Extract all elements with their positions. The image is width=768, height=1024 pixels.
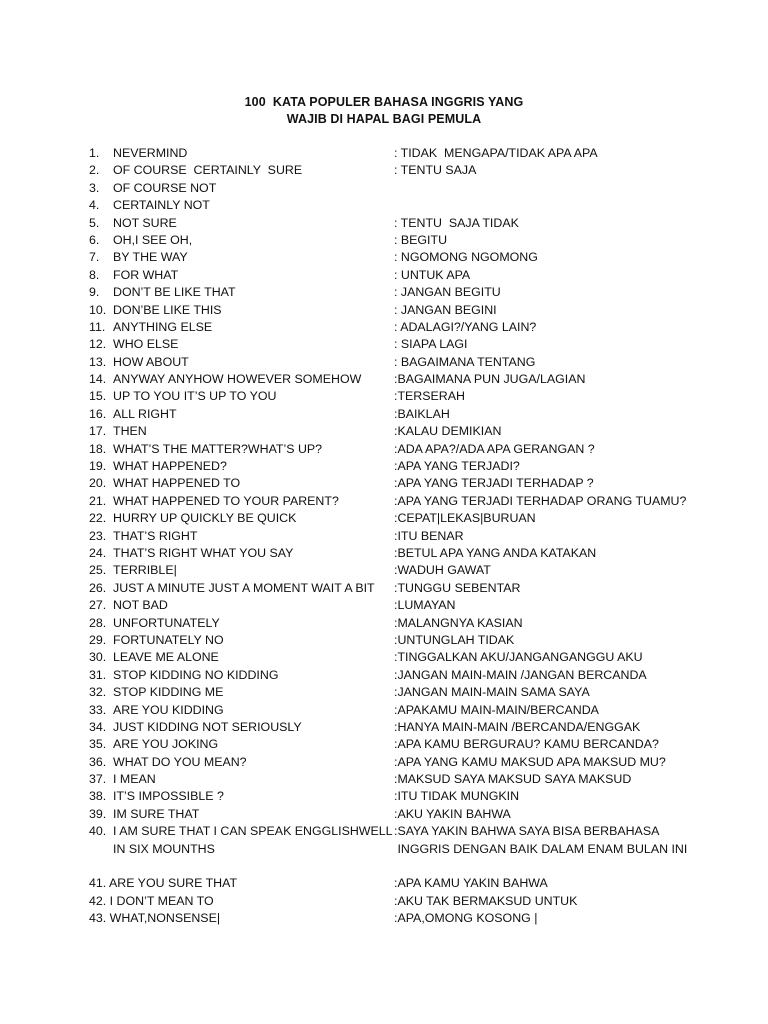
- item-number: 4.: [89, 198, 100, 213]
- list-item: [0, 667, 768, 684]
- list-item: [0, 580, 768, 597]
- english-phrase: TERRIBLE|: [113, 563, 177, 578]
- list-item: [0, 302, 768, 319]
- english-phrase: IM SURE THAT: [113, 806, 200, 821]
- indonesian-meaning: :KALAU DEMIKIAN: [394, 424, 502, 439]
- indonesian-meaning: : SIAPA LAGI: [394, 337, 468, 352]
- list-item: [0, 423, 768, 440]
- indonesian-meaning: :LUMAYAN: [394, 598, 456, 613]
- english-phrase: CERTAINLY NOT: [113, 198, 210, 213]
- list-item: [0, 180, 768, 197]
- indonesian-meaning: : BEGITU: [394, 232, 448, 247]
- indonesian-meaning: :ITU BENAR: [394, 528, 464, 543]
- item-number: 23.: [89, 528, 107, 543]
- list-item: [0, 249, 768, 266]
- list-item: [0, 806, 768, 823]
- list-item: [0, 458, 768, 475]
- list-item: [0, 319, 768, 336]
- list-item: [0, 232, 768, 249]
- item-number: 30.: [89, 650, 107, 665]
- item-number: 38.: [89, 789, 107, 804]
- english-phrase: WHO ELSE: [113, 337, 179, 352]
- indonesian-meaning: :JANGAN MAIN-MAIN /JANGAN BERCANDA: [394, 667, 647, 682]
- item-number: 37.: [89, 772, 107, 787]
- list-item: [0, 162, 768, 179]
- english-phrase: I AM SURE THAT I CAN SPEAK ENGGLISHWELL: [113, 824, 393, 839]
- indonesian-meaning: : TIDAK MENGAPA/TIDAK APA APA: [394, 146, 598, 160]
- english-phrase: WHAT HAPPENED TO: [113, 476, 241, 491]
- list-item: [0, 632, 768, 649]
- item-number: 18.: [89, 441, 107, 456]
- english-phrase: LEAVE ME ALONE: [113, 650, 219, 665]
- indonesian-meaning: :MAKSUD SAYA MAKSUD SAYA MAKSUD: [394, 772, 632, 787]
- english-phrase: STOP KIDDING NO KIDDING: [113, 667, 279, 682]
- english-phrase: JUST KIDDING NOT SERIOUSLY: [113, 719, 302, 734]
- english-phrase: ARE YOU KIDDING: [113, 702, 224, 717]
- indonesian-meaning: :BAIKLAH: [394, 406, 450, 421]
- list-item: [0, 145, 768, 162]
- indonesian-meaning: :APA,OMONG KOSONG |: [394, 911, 538, 926]
- list-item: [0, 197, 768, 214]
- item-number: 7.: [89, 250, 100, 265]
- english-phrase: HOW ABOUT: [113, 354, 189, 369]
- indonesian-meaning: :SAYA YAKIN BAHWA SAYA BISA BERBAHASA: [394, 824, 660, 839]
- item-number: 34.: [89, 719, 107, 734]
- indonesian-meaning: :APAKAMU MAIN-MAIN/BERCANDA: [394, 702, 599, 717]
- list-item: [0, 754, 768, 771]
- indonesian-meaning: :ITU TIDAK MUNGKIN: [394, 789, 520, 804]
- list-item: [0, 615, 768, 632]
- english-phrase: THAT’S RIGHT: [113, 528, 198, 543]
- item-number: 22.: [89, 511, 107, 526]
- english-phrase: 42. I DON’T MEAN TO: [89, 893, 214, 908]
- indonesian-meaning: :APA KAMU BERGURAU? KAMU BERCANDA?: [394, 737, 659, 752]
- item-number: 33.: [89, 702, 107, 717]
- indonesian-meaning: :TERSERAH: [394, 389, 465, 404]
- item-number: 9.: [89, 285, 100, 300]
- indonesian-meaning: INGGRIS DENGAN BAIK DALAM ENAM BULAN INI: [394, 841, 688, 856]
- indonesian-meaning: :MALANGNYA KASIAN: [394, 615, 523, 630]
- english-phrase: OF COURSE NOT: [113, 180, 217, 195]
- item-number: 36.: [89, 754, 107, 769]
- indonesian-meaning: :TUNGGU SEBENTAR: [394, 580, 521, 595]
- english-phrase: UP TO YOU IT’S UP TO YOU: [113, 389, 277, 404]
- item-number: 24.: [89, 545, 107, 560]
- indonesian-meaning: : TENTU SAJA TIDAK: [394, 215, 519, 230]
- list-item: [0, 684, 768, 701]
- indonesian-meaning: :CEPAT|LEKAS|BURUAN: [394, 511, 536, 526]
- list-item: [0, 562, 768, 579]
- english-phrase: WHAT’S THE MATTER?WHAT’S UP?: [113, 441, 323, 456]
- english-phrase: WHAT DO YOU MEAN?: [113, 754, 247, 769]
- list-item: [0, 771, 768, 788]
- indonesian-meaning: : UNTUK APA: [394, 267, 471, 282]
- spacer: [0, 858, 768, 875]
- english-phrase: ALL RIGHT: [113, 406, 177, 421]
- english-phrase: NOT BAD: [113, 598, 168, 613]
- english-phrase: STOP KIDDING ME: [113, 685, 224, 700]
- english-phrase: DON’BE LIKE THIS: [113, 302, 222, 317]
- item-number: 16.: [89, 406, 107, 421]
- indonesian-meaning: : NGOMONG NGOMONG: [394, 250, 538, 265]
- english-phrase: ANYWAY ANYHOW HOWEVER SOMEHOW: [113, 372, 362, 387]
- list-item: [0, 528, 768, 545]
- english-phrase: OF COURSE CERTAINLY SURE: [113, 163, 303, 178]
- list-item: [0, 371, 768, 388]
- english-phrase: FORTUNATELY NO: [113, 632, 224, 647]
- english-phrase: ARE YOU JOKING: [113, 737, 219, 752]
- item-number: 17.: [89, 424, 107, 439]
- item-number: 39.: [89, 806, 107, 821]
- indonesian-meaning: :BAGAIMANA PUN JUGA/LAGIAN: [394, 372, 586, 387]
- english-phrase: JUST A MINUTE JUST A MOMENT WAIT A BIT: [113, 580, 375, 595]
- list-item: [0, 493, 768, 510]
- list-item: [0, 910, 768, 927]
- item-number: 1.: [89, 146, 100, 160]
- list-item: [0, 336, 768, 353]
- english-phrase: IT’S IMPOSSIBLE ?: [113, 789, 224, 804]
- list-item: [0, 649, 768, 666]
- list-item: [0, 441, 768, 458]
- list-item: [0, 597, 768, 614]
- list-item-continuation: [0, 841, 768, 858]
- item-number: 14.: [89, 372, 107, 387]
- indonesian-meaning: :ADA APA?/ADA APA GERANGAN ?: [394, 441, 595, 456]
- document-title-line-1: 100 KATA POPULER BAHASA INGGRIS YANG: [244, 95, 524, 109]
- english-phrase: FOR WHAT: [113, 267, 179, 282]
- list-item: [0, 893, 768, 910]
- item-number: 29.: [89, 632, 107, 647]
- indonesian-meaning: : JANGAN BEGITU: [394, 285, 501, 300]
- english-phrase: UNFORTUNATELY: [113, 615, 220, 630]
- item-number: 21.: [89, 493, 107, 508]
- item-number: 10.: [89, 302, 107, 317]
- list-item: [0, 823, 768, 840]
- item-number: 6.: [89, 232, 100, 247]
- item-number: 3.: [89, 180, 100, 195]
- list-item: [0, 354, 768, 371]
- english-phrase: I MEAN: [113, 772, 156, 787]
- indonesian-meaning: :BETUL APA YANG ANDA KATAKAN: [394, 545, 597, 560]
- item-number: 8.: [89, 267, 100, 282]
- english-phrase: BY THE WAY: [113, 250, 188, 265]
- indonesian-meaning: :APA YANG TERJADI TERHADAP ORANG TUAMU?: [394, 493, 687, 508]
- item-number: 5.: [89, 215, 100, 230]
- item-number: 35.: [89, 737, 107, 752]
- list-item: [0, 788, 768, 805]
- item-number: 19.: [89, 459, 107, 474]
- list-item: [0, 475, 768, 492]
- english-phrase: OH,I SEE OH,: [113, 232, 193, 247]
- english-phrase: 41. ARE YOU SURE THAT: [89, 876, 238, 891]
- indonesian-meaning: :APA YANG KAMU MAKSUD APA MAKSUD MU?: [394, 754, 666, 769]
- list-item: [0, 545, 768, 562]
- indonesian-meaning: :HANYA MAIN-MAIN /BERCANDA/ENGGAK: [394, 719, 641, 734]
- indonesian-meaning: :UNTUNGLAH TIDAK: [394, 632, 515, 647]
- list-item: [0, 267, 768, 284]
- indonesian-meaning: :AKU YAKIN BAHWA: [394, 806, 511, 821]
- english-phrase: IN SIX MOUNTHS: [113, 841, 215, 856]
- indonesian-meaning: :TINGGALKAN AKU/JANGANGANGGU AKU: [394, 650, 643, 665]
- english-phrase: ANYTHING ELSE: [113, 319, 213, 334]
- english-phrase: NOT SURE: [113, 215, 177, 230]
- indonesian-meaning: :APA KAMU YAKIN BAHWA: [394, 876, 548, 891]
- english-phrase: 43. WHAT,NONSENSE|: [89, 911, 221, 926]
- english-phrase: NEVERMIND: [113, 146, 188, 160]
- item-number: 12.: [89, 337, 107, 352]
- item-number: 31.: [89, 667, 107, 682]
- indonesian-meaning: :APA YANG TERJADI?: [394, 459, 520, 474]
- item-number: 13.: [89, 354, 107, 369]
- english-phrase: HURRY UP QUICKLY BE QUICK: [113, 511, 297, 526]
- list-item: [0, 406, 768, 423]
- item-number: 26.: [89, 580, 107, 595]
- english-phrase: THAT’S RIGHT WHAT YOU SAY: [113, 545, 294, 560]
- english-phrase: WHAT HAPPENED?: [113, 459, 227, 474]
- indonesian-meaning: : BAGAIMANA TENTANG: [394, 354, 536, 369]
- indonesian-meaning: : TENTU SAJA: [394, 163, 477, 178]
- item-number: 40.: [89, 824, 107, 839]
- item-number: 2.: [89, 163, 100, 178]
- indonesian-meaning: :JANGAN MAIN-MAIN SAMA SAYA: [394, 685, 590, 700]
- phrase-list: [0, 145, 768, 928]
- list-item: [0, 719, 768, 736]
- list-item: [0, 215, 768, 232]
- item-number: 27.: [89, 598, 107, 613]
- indonesian-meaning: : JANGAN BEGINI: [394, 302, 497, 317]
- english-phrase: DON’T BE LIKE THAT: [113, 285, 236, 300]
- item-number: 32.: [89, 685, 107, 700]
- document-title-line-2: WAJIB DI HAPAL BAGI PEMULA: [286, 112, 482, 126]
- item-number: 11.: [89, 319, 106, 334]
- indonesian-meaning: : ADALAGI?/YANG LAIN?: [394, 319, 537, 334]
- indonesian-meaning: :APA YANG TERJADI TERHADAP ?: [394, 476, 594, 491]
- item-number: 20.: [89, 476, 107, 491]
- list-item: [0, 510, 768, 527]
- list-item: [0, 388, 768, 405]
- item-number: 15.: [89, 389, 107, 404]
- list-item: [0, 284, 768, 301]
- list-item: [0, 702, 768, 719]
- indonesian-meaning: :WADUH GAWAT: [394, 563, 491, 578]
- english-phrase: WHAT HAPPENED TO YOUR PARENT?: [113, 493, 339, 508]
- item-number: 28.: [89, 615, 107, 630]
- item-number: 25.: [89, 563, 107, 578]
- list-item: [0, 875, 768, 892]
- indonesian-meaning: :AKU TAK BERMAKSUD UNTUK: [394, 893, 578, 908]
- english-phrase: THEN: [113, 424, 147, 439]
- list-item: [0, 736, 768, 753]
